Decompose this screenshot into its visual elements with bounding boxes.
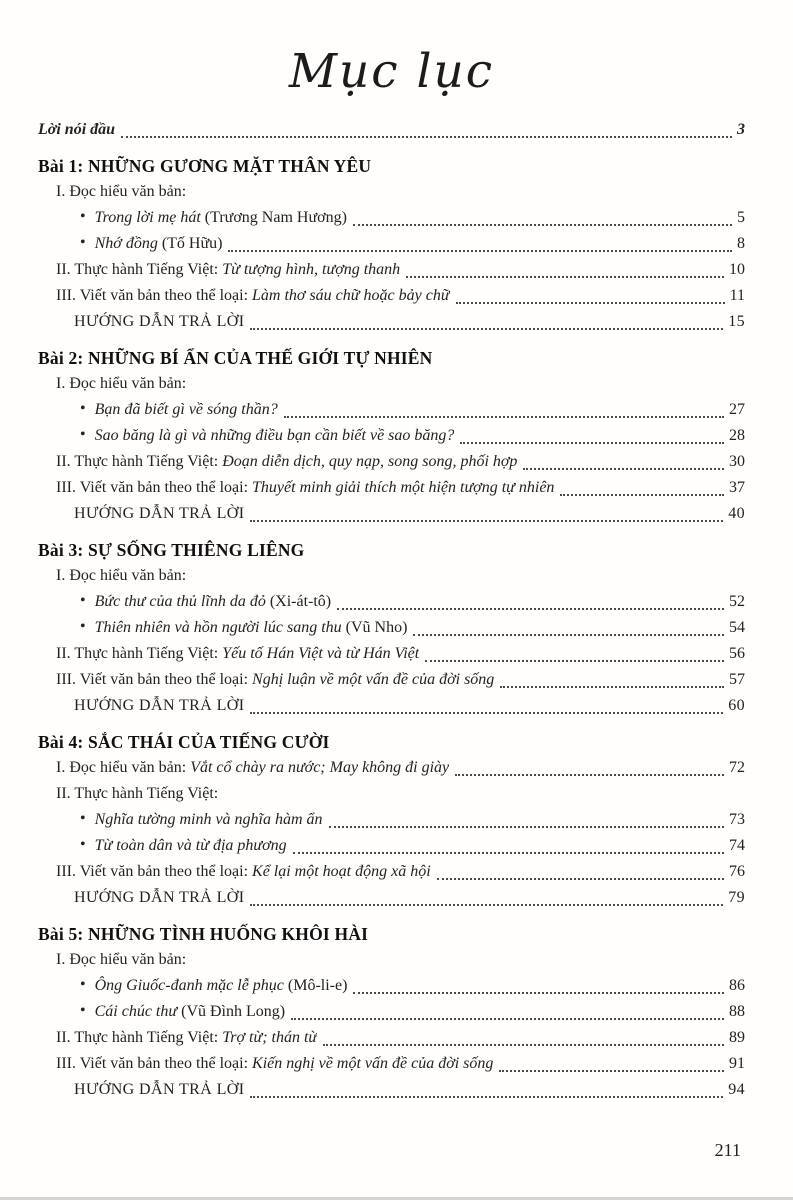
toc-entry-label: II. Thực hành Tiếng Việt: bbox=[56, 785, 219, 802]
toc-entry bbox=[38, 397, 745, 423]
toc-entry-label: I. Đọc hiểu văn bản: bbox=[56, 375, 187, 392]
dot-leader bbox=[250, 520, 723, 522]
toc-page-number: 10 bbox=[729, 261, 745, 278]
toc-entry bbox=[38, 1025, 745, 1051]
toc-entry bbox=[38, 563, 745, 589]
dot-leader bbox=[460, 442, 724, 444]
dot-leader bbox=[329, 826, 724, 828]
toc-entry bbox=[38, 1051, 745, 1077]
toc-entry-label: II. Thực hành Tiếng Việt: Trợ từ; thán từ bbox=[56, 1029, 318, 1046]
toc-page-number: 11 bbox=[729, 287, 745, 304]
dot-leader bbox=[250, 904, 723, 906]
toc-entry-label: • Nghĩa tường minh và nghĩa hàm ẩn bbox=[80, 807, 323, 833]
toc-entry-label: III. Viết văn bản theo thể loại: Thuyết minh giải thích một hiện tượng tự nhiên bbox=[56, 479, 555, 496]
toc-page-number: 73 bbox=[729, 811, 745, 828]
toc-page-number: 91 bbox=[729, 1055, 745, 1072]
toc-page-number: 27 bbox=[729, 401, 745, 418]
toc-entry-label: • Cái chúc thư (Vũ Đình Long) bbox=[80, 999, 285, 1025]
toc-entry-label: HƯỚNG DẪN TRẢ LỜI bbox=[74, 505, 245, 522]
bullet-icon: • bbox=[80, 400, 86, 417]
toc-entry bbox=[38, 973, 745, 999]
toc-entry-label: Bài 5: NHỮNG TÌNH HUỐNG KHÔI HÀI bbox=[38, 924, 369, 944]
table-of-contents bbox=[38, 117, 745, 1103]
dot-leader bbox=[323, 1044, 724, 1046]
toc-page-number: 94 bbox=[728, 1081, 745, 1098]
bullet-icon: • bbox=[80, 836, 86, 853]
toc-entry bbox=[38, 283, 745, 309]
dot-leader bbox=[337, 608, 724, 610]
toc-page-number: 40 bbox=[728, 505, 745, 522]
toc-page-number: 56 bbox=[729, 645, 745, 662]
toc-entry bbox=[38, 921, 745, 947]
toc-page-number: 52 bbox=[729, 593, 745, 610]
toc-entry-label: HƯỚNG DẪN TRẢ LỜI bbox=[74, 697, 245, 714]
bullet-icon: • bbox=[80, 208, 86, 225]
folio-page-number: 211 bbox=[714, 1140, 741, 1160]
dot-leader bbox=[413, 634, 724, 636]
toc-entry bbox=[38, 781, 745, 807]
toc-page-number: 76 bbox=[729, 863, 745, 880]
toc-page-number: 79 bbox=[728, 889, 745, 906]
toc-page-number: 37 bbox=[729, 479, 745, 496]
toc-entry bbox=[38, 859, 745, 885]
bullet-icon: • bbox=[80, 976, 86, 993]
toc-entry-label: HƯỚNG DẪN TRẢ LỜI bbox=[74, 889, 245, 906]
toc-entry bbox=[38, 371, 745, 397]
dot-leader bbox=[228, 250, 732, 252]
toc-entry-label: I. Đọc hiểu văn bản: bbox=[56, 951, 187, 968]
toc-entry-label: • Bức thư của thủ lĩnh da đỏ (Xi-át-tô) bbox=[80, 589, 331, 615]
toc-page-number: 3 bbox=[737, 121, 745, 138]
toc-entry bbox=[38, 755, 745, 781]
toc-entry-label: • Ông Giuốc-đanh mặc lễ phục (Mô-li-e) bbox=[80, 973, 347, 999]
toc-entry-label: • Thiên nhiên và hồn người lúc sang thu (Vũ Nho) bbox=[80, 615, 407, 641]
dot-leader bbox=[353, 992, 724, 994]
toc-entry-label: I. Đọc hiểu văn bản: bbox=[56, 567, 187, 584]
toc-page-number: 15 bbox=[728, 313, 745, 330]
toc-entry-label: • Nhớ đồng (Tố Hữu) bbox=[80, 231, 222, 257]
dot-leader bbox=[353, 224, 732, 226]
page-title: Mục lục bbox=[288, 44, 495, 99]
toc-entry bbox=[38, 179, 745, 205]
dot-leader bbox=[499, 1070, 724, 1072]
toc-entry bbox=[38, 999, 745, 1025]
toc-entry bbox=[38, 947, 745, 973]
toc-entry-label: III. Viết văn bản theo thể loại: Nghị luận về một vấn đề của đời sống bbox=[56, 671, 495, 688]
dot-leader bbox=[250, 1096, 723, 1098]
toc-entry bbox=[38, 885, 745, 911]
toc-page-number: 57 bbox=[729, 671, 745, 688]
toc-page-number: 89 bbox=[729, 1029, 745, 1046]
toc-entry bbox=[38, 807, 745, 833]
toc-entry-label: III. Viết văn bản theo thể loại: Kể lại một hoạt động xã hội bbox=[56, 863, 431, 880]
toc-entry-label: • Sao băng là gì và những điều bạn cần biết về sao băng? bbox=[80, 423, 454, 449]
toc-entry bbox=[38, 475, 745, 501]
toc-entry bbox=[38, 205, 745, 231]
dot-leader bbox=[406, 276, 724, 278]
toc-entry bbox=[38, 1077, 745, 1103]
toc-entry-label: II. Thực hành Tiếng Việt: Từ tượng hình, tượng thanh bbox=[56, 261, 401, 278]
toc-entry bbox=[38, 345, 745, 371]
dot-leader bbox=[293, 852, 724, 854]
toc-entry-label: I. Đọc hiểu văn bản: Vắt cổ chày ra nước; May không đi giày bbox=[56, 759, 450, 776]
toc-page-number: 30 bbox=[729, 453, 745, 470]
dot-leader bbox=[523, 468, 724, 470]
toc-entry-label: Bài 4: SẮC THÁI CỦA TIẾNG CƯỜI bbox=[38, 732, 330, 752]
toc-entry-label: Lời nói đầu bbox=[38, 121, 116, 138]
toc-entry bbox=[38, 589, 745, 615]
toc-entry-label: • Từ toàn dân và từ địa phương bbox=[80, 833, 287, 859]
toc-entry-label: • Trong lời mẹ hát (Trương Nam Hương) bbox=[80, 205, 347, 231]
toc-entry bbox=[38, 501, 745, 527]
bullet-icon: • bbox=[80, 592, 86, 609]
toc-page-number: 74 bbox=[729, 837, 745, 854]
toc-page-number: 8 bbox=[737, 235, 745, 252]
toc-entry bbox=[38, 423, 745, 449]
dot-leader bbox=[250, 328, 723, 330]
toc-entry bbox=[38, 153, 745, 179]
toc-entry bbox=[38, 309, 745, 335]
toc-entry-label: III. Viết văn bản theo thể loại: Làm thơ sáu chữ hoặc bảy chữ bbox=[56, 287, 450, 304]
toc-page-number: 60 bbox=[728, 697, 745, 714]
toc-page-number: 5 bbox=[737, 209, 745, 226]
toc-page-number: 88 bbox=[729, 1003, 745, 1020]
toc-entry-label: Bài 3: SỰ SỐNG THIÊNG LIÊNG bbox=[38, 540, 305, 560]
dot-leader bbox=[250, 712, 723, 714]
bullet-icon: • bbox=[80, 1002, 86, 1019]
toc-entry bbox=[38, 449, 745, 475]
dot-leader bbox=[284, 416, 724, 418]
toc-entry-label: Bài 1: NHỮNG GƯƠNG MẶT THÂN YÊU bbox=[38, 156, 372, 176]
toc-page-number: 54 bbox=[729, 619, 745, 636]
dot-leader bbox=[291, 1018, 724, 1020]
toc-entry bbox=[38, 231, 745, 257]
toc-entry bbox=[38, 257, 745, 283]
toc-entry bbox=[38, 729, 745, 755]
dot-leader bbox=[500, 686, 724, 688]
toc-entry-label: • Bạn đã biết gì về sóng thần? bbox=[80, 397, 278, 423]
toc-entry-label: III. Viết văn bản theo thể loại: Kiến nghị về một vấn đề của đời sống bbox=[56, 1055, 494, 1072]
toc-entry bbox=[38, 615, 745, 641]
toc-entry-label: I. Đọc hiểu văn bản: bbox=[56, 183, 187, 200]
dot-leader bbox=[437, 878, 724, 880]
toc-entry-label: Bài 2: NHỮNG BÍ ẨN CỦA THẾ GIỚI TỰ NHIÊN bbox=[38, 348, 433, 368]
bullet-icon: • bbox=[80, 810, 86, 827]
dot-leader bbox=[455, 774, 724, 776]
toc-entry bbox=[38, 667, 745, 693]
toc-entry bbox=[38, 641, 745, 667]
dot-leader bbox=[560, 494, 724, 496]
bullet-icon: • bbox=[80, 618, 86, 635]
toc-entry-label: II. Thực hành Tiếng Việt: Đoạn diễn dịch, quy nạp, song song, phối hợp bbox=[56, 453, 518, 470]
bullet-icon: • bbox=[80, 234, 86, 251]
dot-leader bbox=[456, 302, 725, 304]
toc-page-number: 28 bbox=[729, 427, 745, 444]
toc-page-number: 86 bbox=[729, 977, 745, 994]
toc-entry bbox=[38, 117, 745, 143]
toc-entry-label: HƯỚNG DẪN TRẢ LỜI bbox=[74, 313, 245, 330]
dot-leader bbox=[121, 136, 732, 138]
toc-entry bbox=[38, 833, 745, 859]
toc-entry-label: II. Thực hành Tiếng Việt: Yếu tố Hán Việt và từ Hán Việt bbox=[56, 645, 420, 662]
toc-entry bbox=[38, 537, 745, 563]
bullet-icon: • bbox=[80, 426, 86, 443]
toc-page-number: 72 bbox=[729, 759, 745, 776]
dot-leader bbox=[425, 660, 724, 662]
toc-entry bbox=[38, 693, 745, 719]
toc-entry-label: HƯỚNG DẪN TRẢ LỜI bbox=[74, 1081, 245, 1098]
